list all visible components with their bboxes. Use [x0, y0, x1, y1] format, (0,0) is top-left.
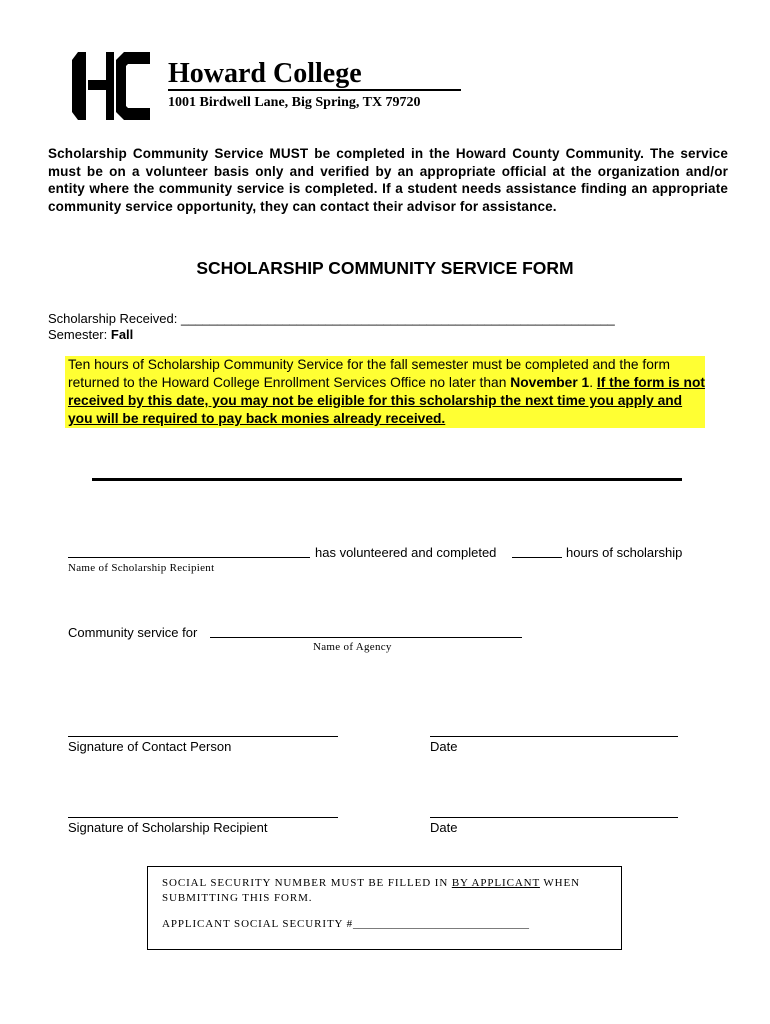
semester-label: Semester:	[48, 327, 108, 342]
scholarship-received-blank[interactable]: ____________________________________________________________	[180, 311, 615, 326]
notice-text-1: Ten hours of Scholarship Community Service for the fall semester must be completed and the form returned to the Howard College Enrollment Services Office no later than	[68, 357, 670, 390]
contact-date-line[interactable]	[430, 736, 678, 737]
recipient-signature-label: Signature of Scholarship Recipient	[68, 820, 268, 835]
ssn-blank[interactable]: ________________________________	[353, 918, 530, 930]
agency-name-line[interactable]	[210, 637, 522, 638]
contact-date-label: Date	[430, 739, 458, 754]
college-address: 1001 Birdwell Lane, Big Spring, TX 79720	[168, 95, 421, 110]
recipient-date-label: Date	[430, 820, 458, 835]
ssn-instruction-by-applicant: BY APPLICANT	[451, 877, 540, 889]
recipient-hours-text: hours of scholarship	[566, 545, 683, 560]
notice-text	[68, 356, 708, 428]
howard-college-logo	[70, 48, 152, 124]
scholarship-received-label: Scholarship Received:	[48, 311, 178, 326]
ssn-instruction-c: WHEN SUBMITTING THIS FORM.	[162, 877, 580, 904]
notice-deadline: November 1	[510, 375, 590, 390]
college-name: Howard College	[168, 58, 362, 89]
notice-warning: If the form is not received by this date, you may not be eligible for this scholarship the next time you apply and you will be required to pay back monies already received.	[68, 375, 705, 426]
contact-signature-label: Signature of Contact Person	[68, 739, 232, 754]
semester-value: Fall	[110, 327, 134, 342]
college-name-underline	[168, 89, 461, 91]
ssn-instruction	[162, 876, 617, 906]
agency-name-caption: Name of Agency	[313, 641, 392, 653]
ssn-label: APPLICANT SOCIAL SECURITY #	[162, 918, 354, 930]
recipient-name-line[interactable]	[68, 557, 310, 558]
hours-line[interactable]	[512, 557, 562, 558]
recipient-volunteered-text: has volunteered and completed	[315, 545, 497, 560]
recipient-date-line[interactable]	[430, 817, 678, 818]
recipient-signature-line[interactable]	[68, 817, 338, 818]
recipient-name-caption: Name of Scholarship Recipient	[68, 562, 215, 574]
ssn-instruction-a: SOCIAL SECURITY NUMBER MUST BE FILLED IN	[162, 877, 452, 889]
semester-field	[48, 327, 133, 342]
section-divider	[92, 478, 682, 481]
intro-paragraph: Scholarship Community Service MUST be completed in the Howard County Community. The service must be on a volunteer basis only and verified by an appropriate official at the organization and/or entity where the community service is completed. If a student needs assistance finding an appropriate community service opportunity, they can contact their advisor for assistance.	[48, 146, 728, 214]
agency-label: Community service for	[68, 625, 198, 640]
scholarship-received-field[interactable]	[48, 311, 615, 326]
notice-text-2: .	[589, 375, 597, 390]
ssn-field[interactable]	[162, 918, 529, 930]
form-title: SCHOLARSHIP COMMUNITY SERVICE FORM	[196, 258, 574, 278]
contact-signature-line[interactable]	[68, 736, 338, 737]
